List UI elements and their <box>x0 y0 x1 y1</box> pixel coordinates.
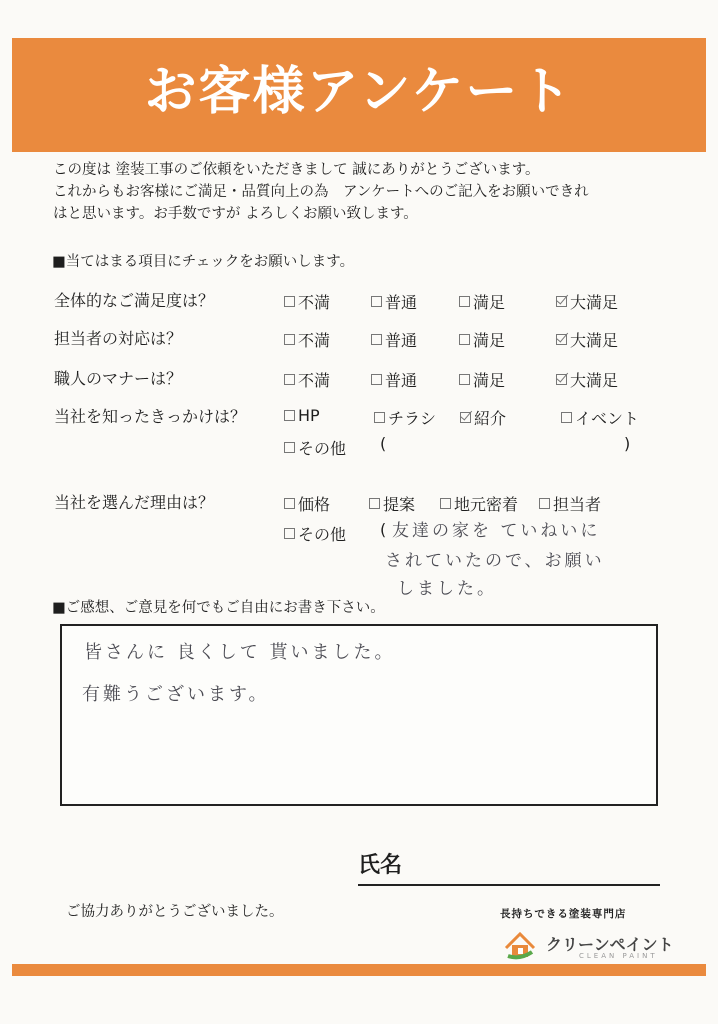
option-overall-dissatisfied[interactable]: 不満 <box>284 290 330 313</box>
intro-line-2: これからもお客様にご満足・品質向上の為 アンケートへのご記入をお願いできれ <box>53 184 589 200</box>
comment-handwritten-line-2: 有難うございます。 <box>82 684 270 705</box>
checkbox[interactable] <box>284 410 295 421</box>
option-staff-normal[interactable]: 普通 <box>371 328 417 351</box>
checkbox[interactable] <box>371 296 382 307</box>
checkbox[interactable] <box>284 334 295 345</box>
option-staff-dissatisfied[interactable]: 不満 <box>284 328 330 351</box>
question-reason-label: 当社を選んだ理由は？ <box>54 493 215 512</box>
name-label: 氏名 <box>358 853 403 878</box>
shop-tagline: 長持ちできる塗装専門店 <box>500 908 627 920</box>
question-source-label: 当社を知ったきっかけは？ <box>54 407 247 426</box>
option-reason-other[interactable]: その他 <box>284 522 346 545</box>
source-other-open-paren: ( <box>380 434 387 453</box>
option-staff-satisfied[interactable]: 満足 <box>459 328 505 351</box>
footer-bar <box>12 964 706 976</box>
checkbox-checked[interactable] <box>556 374 567 385</box>
option-source-referral[interactable]: 紹介 <box>460 406 506 429</box>
question-manners-label: 職人のマナーは？ <box>54 369 183 388</box>
checkbox[interactable] <box>459 334 470 345</box>
checkbox[interactable] <box>284 442 295 453</box>
name-signature-line[interactable] <box>358 884 660 886</box>
checkbox[interactable] <box>539 498 550 509</box>
logo-subtitle: CLEAN PAINT <box>579 952 658 960</box>
question-staff-label: 担当者の対応は？ <box>54 329 183 348</box>
option-manners-satisfied[interactable]: 満足 <box>459 368 505 391</box>
checkbox[interactable] <box>284 296 295 307</box>
checkbox[interactable] <box>371 334 382 345</box>
checkbox[interactable] <box>284 498 295 509</box>
option-reason-staff[interactable]: 担当者 <box>539 492 601 515</box>
reason-other-handwritten-line-1: 友達の家を ていねいに <box>392 521 601 541</box>
comment-handwritten-line-1: 皆さんに 良くして 貰いました。 <box>84 642 396 663</box>
checkbox[interactable] <box>284 374 295 385</box>
option-source-flyer[interactable]: チラシ <box>374 406 436 429</box>
reason-other-open-paren: ( <box>380 520 387 539</box>
house-logo-icon <box>502 926 542 962</box>
option-manners-dissatisfied[interactable]: 不満 <box>284 368 330 391</box>
option-source-event[interactable]: イベント <box>561 406 639 429</box>
option-reason-price[interactable]: 価格 <box>284 492 330 515</box>
thanks-message: ご協力ありがとうございました。 <box>66 904 284 920</box>
checkbox[interactable] <box>369 498 380 509</box>
intro-line-1: この度は 塗装工事のご依頼をいただきまして 誠にありがとうございます。 <box>53 162 540 178</box>
option-overall-satisfied[interactable]: 満足 <box>459 290 505 313</box>
checkbox[interactable] <box>459 296 470 307</box>
option-reason-local[interactable]: 地元密着 <box>440 492 518 515</box>
comment-section-heading: ■ご感想、ご意見を何でもご自由にお書き下さい。 <box>52 600 385 616</box>
option-reason-proposal[interactable]: 提案 <box>369 492 415 515</box>
reason-other-handwritten-line-3: しました。 <box>397 579 497 599</box>
page-title: お客様アンケート <box>144 62 574 122</box>
checkbox-checked[interactable] <box>556 334 567 345</box>
option-manners-very-satisfied[interactable]: 大満足 <box>556 368 618 391</box>
checkbox[interactable] <box>371 374 382 385</box>
checkbox[interactable] <box>440 498 451 509</box>
intro-line-3: はと思います。お手数ですが よろしくお願い致します。 <box>53 206 418 222</box>
option-source-other[interactable]: その他 <box>284 436 346 459</box>
checkbox-checked[interactable] <box>556 296 567 307</box>
header-banner <box>12 38 706 152</box>
reason-other-handwritten-line-2: されていたので、お願い <box>385 551 605 571</box>
checkbox[interactable] <box>374 412 385 423</box>
check-section-heading: ■当てはまる項目にチェックをお願いします。 <box>52 254 355 270</box>
checkbox[interactable] <box>459 374 470 385</box>
checkbox[interactable] <box>561 412 572 423</box>
option-source-hp[interactable]: HP <box>284 406 320 425</box>
question-overall-label: 全体的なご満足度は？ <box>54 291 215 310</box>
comment-box[interactable] <box>60 624 658 806</box>
checkbox-checked[interactable] <box>460 412 471 423</box>
logo-name: クリーンペイント <box>546 935 674 954</box>
option-staff-very-satisfied[interactable]: 大満足 <box>556 328 618 351</box>
checkbox[interactable] <box>284 528 295 539</box>
option-manners-normal[interactable]: 普通 <box>371 368 417 391</box>
option-overall-very-satisfied[interactable]: 大満足 <box>556 290 618 313</box>
source-other-close-paren: ) <box>624 434 631 453</box>
option-overall-normal[interactable]: 普通 <box>371 290 417 313</box>
